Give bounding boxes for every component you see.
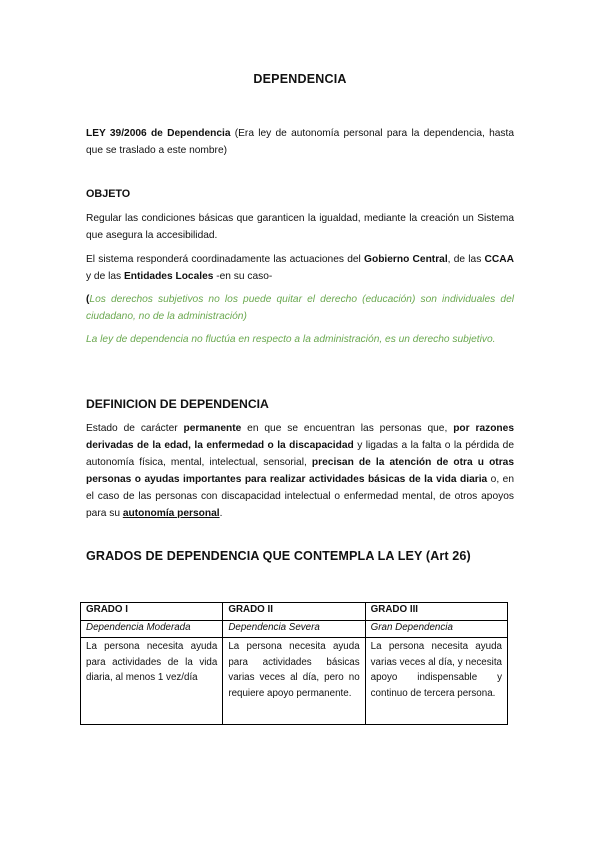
def-text-g: o, en el caso de las personas con discapacidad intelectual o enfermedad mental, de otros apoyos para su [86,474,514,519]
p2-gobierno-central: Gobierno Central [364,254,448,265]
grado-3-name: GRADO III [365,603,507,621]
objeto-paragraph-2 [86,251,514,285]
grados-heading: GRADOS DE DEPENDENCIA QUE CONTEMPLA LA LEY (Art 26) [86,549,471,563]
objeto-note-2: La ley de dependencia no fluctúa en respecto a la administración, es un derecho subjetivo. [86,334,496,345]
page-title: DEPENDENCIA [253,72,347,86]
def-text-c: en que se encuentran las personas que, [241,423,454,434]
grado-3-desc: La persona necesita ayuda varias veces al día, y necesita apoyo indispensable y continuo de tercera persona. [365,638,507,725]
objeto-heading: OBJETO [86,188,131,200]
def-text-i: . [219,508,223,519]
p2-text-a: El sistema responderá coordinadamente las actuaciones del [86,254,365,265]
grados-type-row [81,621,508,638]
objeto-note-1 [86,291,514,325]
def-precisan: precisan de la atención de otra u otras personas o ayudas importantes para realizar actividades básicas de la vida diaria [86,457,514,485]
note1-open-paren: ( [86,294,90,305]
grados-description-row [81,638,508,725]
p2-text-e: y de las [86,271,124,282]
grados-header-row [81,603,508,621]
intro-paragraph [86,125,514,159]
def-permanente: permanente [183,423,242,434]
objeto-paragraph-1: Regular las condiciones básicas que garanticen la igualdad, mediante la creación un Sistema que asegura la accesibilidad. [86,213,514,241]
p2-text-c: , de las [447,254,485,265]
def-text-e: y ligadas a la falta o la pérdida de autonomía física, mental, intelectual, sensorial, [86,440,514,468]
grados-table [80,602,508,725]
def-razones: por razones derivadas de la edad, la enfermedad o la discapacidad [86,423,514,451]
grado-1-desc: La persona necesita ayuda para actividades de la vida diaria, al menos 1 vez/día [81,638,223,725]
p2-text-g: -en su caso- [213,271,273,282]
def-text-a: Estado de carácter [86,423,184,434]
law-description: (Era ley de autonomía personal para la dependencia, hasta que se traslado a este nombre) [86,128,514,156]
definicion-heading: DEFINICION DE DEPENDENCIA [86,397,269,411]
grado-1-type: Dependencia Moderada [81,621,223,638]
grado-1-name: GRADO I [81,603,223,621]
grado-2-type: Dependencia Severa [223,621,365,638]
definicion-paragraph [86,420,514,522]
grado-2-name: GRADO II [223,603,365,621]
grado-3-type: Gran Dependencia [365,621,507,638]
law-reference: LEY 39/2006 de Dependencia [86,128,231,139]
p2-entidades-locales: Entidades Locales [123,271,214,282]
p2-ccaa: CCAA [484,254,514,265]
def-autonomia-personal: autonomía personal [122,508,220,519]
grado-2-desc: La persona necesita ayuda para actividades básicas varias veces al día, pero no requiere apoyo permanente. [223,638,365,725]
note1-text: Los derechos subjetivos no los puede quitar el derecho (educación) son individuales del ciudadano, no de la administración) [86,294,514,322]
